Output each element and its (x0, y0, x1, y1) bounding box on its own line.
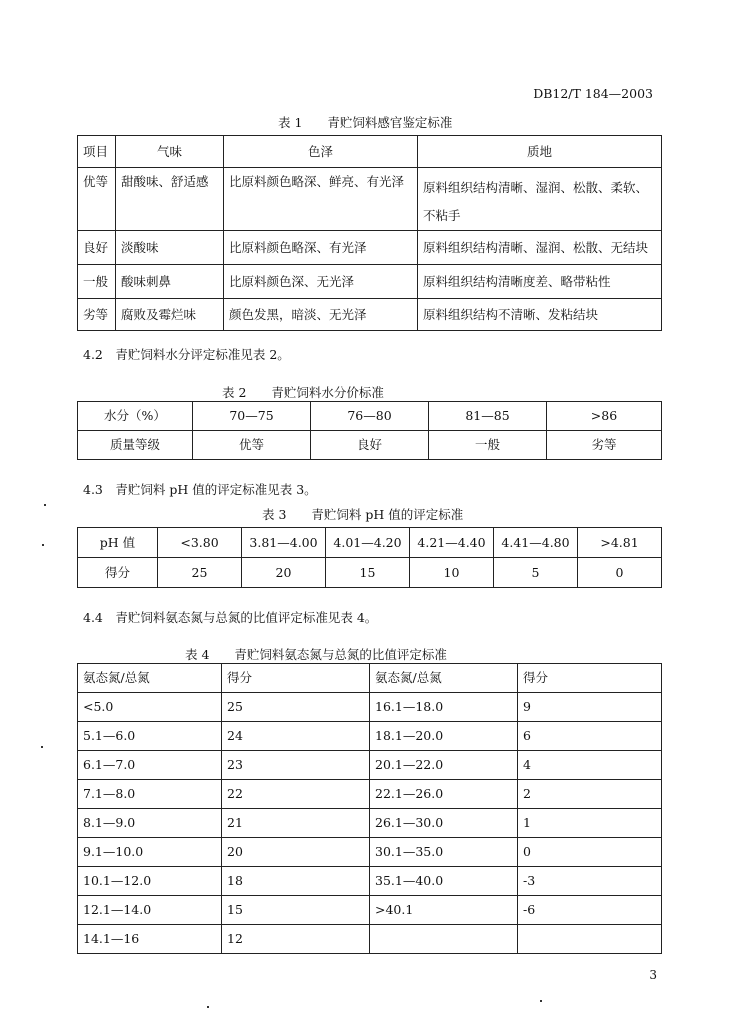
table1-header-cell: 气味 (116, 136, 224, 168)
table-cell: 20 (242, 558, 326, 588)
table-cell: 9 (518, 693, 662, 722)
table1-header-row (78, 136, 662, 168)
table-cell: 22 (222, 780, 370, 809)
table-cell: 6 (518, 722, 662, 751)
table-cell: 5 (494, 558, 578, 588)
table-cell: 14.1—16 (78, 925, 222, 954)
table-cell: -6 (518, 896, 662, 925)
table-cell: 4.01—4.20 (326, 528, 410, 558)
table-cell: 23 (222, 751, 370, 780)
table-cell: 腐败及霉烂味 (116, 299, 224, 331)
table-cell: 22.1—26.0 (370, 780, 518, 809)
table-cell: 良好 (311, 431, 429, 460)
table-cell: 优等 (78, 168, 116, 231)
standard-number: DB12/T 184—2003 (533, 86, 653, 101)
table4-header-cell: 氨态氮/总氮 (78, 664, 222, 693)
table-cell: 甜酸味、舒适感 (116, 168, 224, 231)
table-cell: 原料组织结构不清晰、发粘结块 (418, 299, 662, 331)
table-cell: 12.1—14.0 (78, 896, 222, 925)
table-cell: 9.1—10.0 (78, 838, 222, 867)
table-cell: 16.1—18.0 (370, 693, 518, 722)
table-cell: 10.1—12.0 (78, 867, 222, 896)
table-row (78, 780, 662, 809)
table-cell: 20.1—22.0 (370, 751, 518, 780)
scan-speck (207, 1006, 209, 1008)
table-cell: 一般 (429, 431, 547, 460)
table-cell: 一般 (78, 265, 116, 299)
table-cell: 24 (222, 722, 370, 751)
table-cell: 原料组织结构清晰、湿润、松散、柔软、不粘手 (418, 168, 662, 231)
table4-header-cell: 得分 (518, 664, 662, 693)
table1-header-cell: 质地 (418, 136, 662, 168)
table-cell: >86 (547, 402, 662, 431)
table-cell: pH 值 (78, 528, 158, 558)
table4-header-row (78, 664, 662, 693)
paragraph-4-4: 4.4 青贮饲料氨态氮与总氮的比值评定标准见表 4。 (83, 610, 378, 625)
table-cell (518, 925, 662, 954)
table-row (78, 838, 662, 867)
table-cell: 76—80 (311, 402, 429, 431)
table-row (78, 867, 662, 896)
table-cell: 70—75 (193, 402, 311, 431)
table-cell: 比原料颜色深、无光泽 (224, 265, 418, 299)
table-cell: 2 (518, 780, 662, 809)
table-cell: 25 (158, 558, 242, 588)
table1-caption: 表 1 青贮饲料感官鉴定标准 (278, 115, 453, 130)
table-cell: 10 (410, 558, 494, 588)
table-cell: >4.81 (578, 528, 662, 558)
table-row (78, 168, 662, 231)
table-row (78, 809, 662, 838)
table-cell: 0 (518, 838, 662, 867)
scan-speck (42, 544, 44, 546)
table4-header-cell: 氨态氮/总氮 (370, 664, 518, 693)
table-cell: 30.1—35.0 (370, 838, 518, 867)
table-row (78, 558, 662, 588)
table-cell: 35.1—40.0 (370, 867, 518, 896)
table-cell: 3.81—4.00 (242, 528, 326, 558)
table-cell: 12 (222, 925, 370, 954)
table2 (77, 401, 662, 460)
table-cell: 20 (222, 838, 370, 867)
table4-caption: 表 4 青贮饲料氨态氮与总氮的比值评定标准 (185, 647, 447, 662)
table-cell: 26.1—30.0 (370, 809, 518, 838)
table-cell: 7.1—8.0 (78, 780, 222, 809)
table-cell: 4.41—4.80 (494, 528, 578, 558)
table-row (78, 722, 662, 751)
table-cell: 劣等 (547, 431, 662, 460)
table-cell: 15 (222, 896, 370, 925)
table-cell: 质量等级 (78, 431, 193, 460)
table-cell: 原料组织结构清晰、湿润、松散、无结块 (418, 231, 662, 265)
table-cell: 淡酸味 (116, 231, 224, 265)
table-cell: -3 (518, 867, 662, 896)
table-cell: 0 (578, 558, 662, 588)
table-cell: 5.1—6.0 (78, 722, 222, 751)
table-cell: 8.1—9.0 (78, 809, 222, 838)
table2-caption: 表 2 青贮饲料水分价标准 (222, 385, 384, 400)
table-cell: 酸味刺鼻 (116, 265, 224, 299)
table-cell (370, 925, 518, 954)
table1 (77, 135, 662, 331)
table-cell: 比原料颜色略深、鲜亮、有光泽 (224, 168, 418, 231)
table-row (78, 896, 662, 925)
table-cell: 颜色发黑，暗淡、无光泽 (224, 299, 418, 331)
table-cell: 15 (326, 558, 410, 588)
table-cell: 81—85 (429, 402, 547, 431)
table3-caption: 表 3 青贮饲料 pH 值的评定标准 (262, 507, 464, 522)
scan-speck (44, 504, 46, 506)
table-cell: 21 (222, 809, 370, 838)
table-row (78, 299, 662, 331)
table-row (78, 265, 662, 299)
table-row (78, 431, 662, 460)
table-row (78, 925, 662, 954)
table-row (78, 751, 662, 780)
table-cell: 25 (222, 693, 370, 722)
paragraph-4-2: 4.2 青贮饲料水分评定标准见表 2。 (83, 347, 290, 362)
table-cell: 18 (222, 867, 370, 896)
table-cell: 比原料颜色略深、有光泽 (224, 231, 418, 265)
table-cell: 水分（%） (78, 402, 193, 431)
page-number: 3 (649, 968, 657, 982)
table4 (77, 663, 662, 954)
table-cell: 4.21—4.40 (410, 528, 494, 558)
table1-header-cell: 项目 (78, 136, 116, 168)
scan-speck (41, 746, 43, 748)
table-cell: 4 (518, 751, 662, 780)
table-cell: 6.1—7.0 (78, 751, 222, 780)
table-cell: <5.0 (78, 693, 222, 722)
table-row (78, 693, 662, 722)
table-cell: <3.80 (158, 528, 242, 558)
table4-header-cell: 得分 (222, 664, 370, 693)
table1-header-cell: 色泽 (224, 136, 418, 168)
table-cell: >40.1 (370, 896, 518, 925)
scan-speck (540, 1000, 542, 1002)
table-row (78, 528, 662, 558)
table-cell: 原料组织结构清晰度差、略带粘性 (418, 265, 662, 299)
table-row (78, 231, 662, 265)
table3 (77, 527, 662, 588)
table-cell: 劣等 (78, 299, 116, 331)
table-cell: 良好 (78, 231, 116, 265)
table-cell: 1 (518, 809, 662, 838)
table-cell: 18.1—20.0 (370, 722, 518, 751)
table-cell: 优等 (193, 431, 311, 460)
table-cell: 得分 (78, 558, 158, 588)
paragraph-4-3: 4.3 青贮饲料 pH 值的评定标准见表 3。 (83, 482, 317, 497)
table-row (78, 402, 662, 431)
